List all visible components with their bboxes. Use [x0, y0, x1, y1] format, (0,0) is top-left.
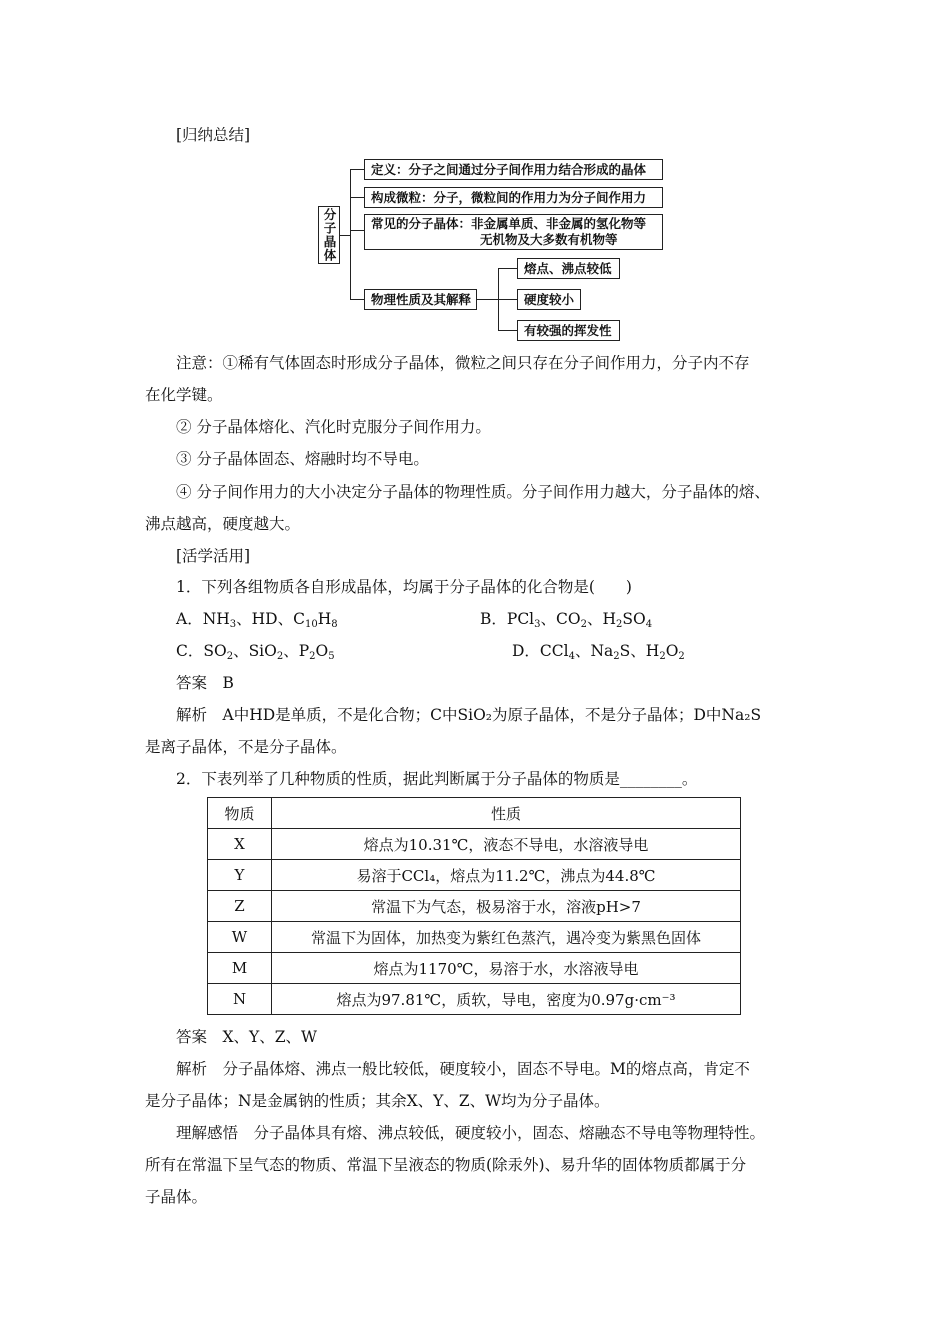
connector — [340, 235, 350, 236]
row-substance: Y — [208, 860, 272, 891]
table-row — [208, 829, 741, 860]
connector — [350, 230, 364, 231]
q1-option-c: C．$SO_2$、SiO$_2$、$P_2O_5$ — [176, 642, 335, 662]
diagram-physical: 物理性质及其解释 — [364, 289, 477, 310]
q1-analysis-line1: 解析 A中HD是单质，不是化合物；C中SiO₂为原子晶体，不是分子晶体；D中Na₂S — [176, 706, 762, 724]
connector — [350, 299, 364, 300]
diagram-prop3: 有较强的挥发性 — [517, 320, 620, 341]
q1-option-d: D．CCl$_4$、$Na_2S$、$H_2O_2$ — [512, 642, 685, 662]
diagram-common — [364, 214, 663, 250]
connector — [350, 169, 364, 170]
diagram-common-line1: 常见的分子晶体：非金属单质、非金属的氢化物等 — [371, 216, 647, 231]
table-header-property: 性质 — [272, 798, 741, 829]
diagram-particles: 构成微粒：分子，微粒间的作用力为分子间作用力 — [364, 187, 663, 208]
q1-option-b: B．PCl$_3$、$CO_2$、$H_2SO_4$ — [480, 610, 653, 630]
row-property: 常温下为固体，加热变为紫红色蒸汽，遇冷变为紫黑色固体 — [272, 922, 741, 953]
note-4-line1: ④ 分子间作用力的大小决定分子晶体的物理性质。分子间作用力越大，分子晶体的熔、 — [176, 483, 770, 501]
note-3: ③ 分子晶体固态、熔融时均不导电。 — [176, 450, 429, 468]
table-row — [208, 953, 741, 984]
insight-line3: 子晶体。 — [145, 1188, 208, 1206]
q2-stem: 2．下表列举了几种物质的性质，据此判断属于分子晶体的物质是________。 — [176, 770, 698, 788]
connector — [498, 268, 517, 269]
connector — [477, 299, 498, 300]
row-property: 熔点为97.81℃，质软，导电，密度为0.97g·cm⁻³ — [272, 984, 741, 1015]
diagram-prop1: 熔点、沸点较低 — [517, 258, 620, 279]
summary-heading: [归纳总结] — [176, 126, 251, 144]
practice-heading: [活学活用] — [176, 547, 251, 565]
note-1-line2: 在化学键。 — [145, 386, 223, 404]
q1-option-a: A．$NH_3$、HD、$C_{10}H_8$ — [176, 610, 338, 630]
q1-stem: 1．下列各组物质各自形成晶体，均属于分子晶体的化合物是( ) — [176, 578, 632, 596]
table-row — [208, 984, 741, 1015]
row-property: 易溶于CCl₄，熔点为11.2℃，沸点为44.8℃ — [272, 860, 741, 891]
q1-answer: 答案 B — [176, 674, 234, 692]
row-substance: Z — [208, 891, 272, 922]
row-property: 熔点为10.31℃，液态不导电，水溶液导电 — [272, 829, 741, 860]
row-property: 熔点为1170℃，易溶于水，水溶液导电 — [272, 953, 741, 984]
property-table — [207, 797, 741, 1015]
table-row — [208, 922, 741, 953]
diagram-definition: 定义：分子之间通过分子间作用力结合形成的晶体 — [364, 159, 663, 180]
diagram-root: 分子晶体 — [318, 206, 340, 264]
note-2: ② 分子晶体熔化、汽化时克服分子间作用力。 — [176, 418, 491, 436]
table-row — [208, 860, 741, 891]
row-substance: M — [208, 953, 272, 984]
q2-analysis-line2: 是分子晶体；N是金属钠的性质；其余X、Y、Z、W均为分子晶体。 — [145, 1092, 610, 1110]
table-header-substance: 物质 — [208, 798, 272, 829]
table-header-row — [208, 798, 741, 829]
insight-line2: 所有在常温下呈气态的物质、常温下呈液态的物质(除汞外)、易升华的固体物质都属于分 — [145, 1156, 747, 1174]
row-substance: W — [208, 922, 272, 953]
connector — [350, 169, 351, 299]
connector — [498, 330, 517, 331]
row-substance: X — [208, 829, 272, 860]
note-4-line2: 沸点越高，硬度越大。 — [145, 515, 301, 533]
connector — [498, 299, 517, 300]
diagram-common-line2: 无机物及大多数有机物等 — [480, 232, 618, 247]
insight-line1: 理解感悟 分子晶体具有熔、沸点较低，硬度较小，固态、熔融态不导电等物理特性。 — [176, 1124, 766, 1142]
q2-analysis-line1: 解析 分子晶体熔、沸点一般比较低，硬度较小，固态不导电。M的熔点高，肯定不 — [176, 1060, 750, 1078]
note-1-line1: 注意：①稀有气体固态时形成分子晶体，微粒之间只存在分子间作用力，分子内不存 — [176, 354, 750, 372]
row-substance: N — [208, 984, 272, 1015]
row-property: 常温下为气态，极易溶于水，溶液pH>7 — [272, 891, 741, 922]
q2-answer: 答案 X、Y、Z、W — [176, 1028, 317, 1046]
q1-analysis-line2: 是离子晶体，不是分子晶体。 — [145, 738, 347, 756]
diagram-prop2: 硬度较小 — [517, 289, 581, 310]
connector — [350, 197, 364, 198]
table-row — [208, 891, 741, 922]
